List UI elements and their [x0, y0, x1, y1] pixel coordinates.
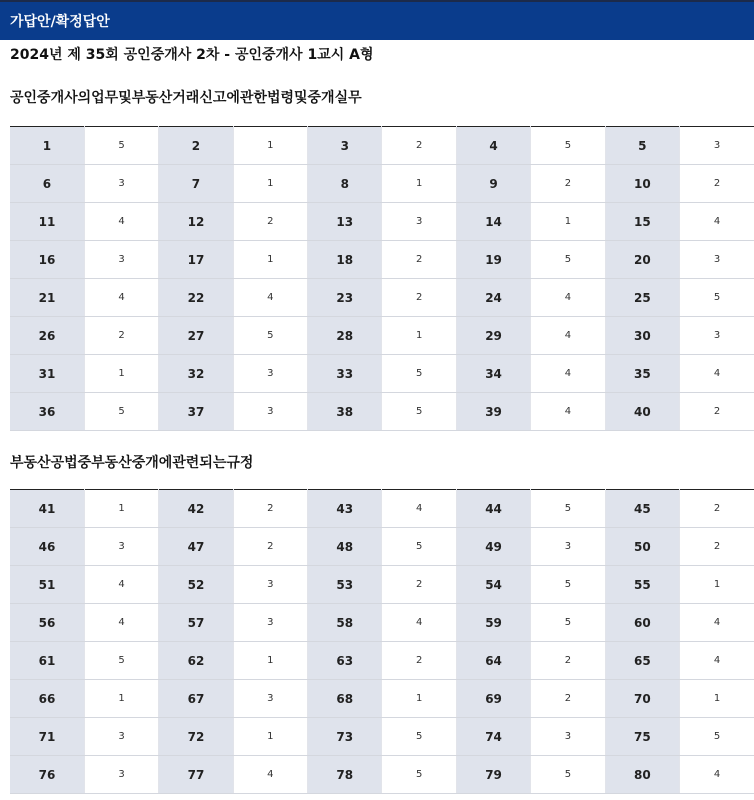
question-number: 12 [159, 203, 233, 241]
question-number: 60 [605, 604, 679, 642]
answer-value: 4 [680, 203, 754, 241]
question-number: 50 [605, 528, 679, 566]
answer-value: 2 [382, 642, 456, 680]
table-row [10, 490, 754, 528]
table-row [10, 279, 754, 317]
answer-value: 2 [531, 642, 605, 680]
question-number: 26 [10, 317, 84, 355]
answer-value: 2 [382, 279, 456, 317]
question-number: 21 [10, 279, 84, 317]
page-header [0, 0, 754, 40]
answer-table [10, 489, 754, 794]
table-row [10, 680, 754, 718]
answer-value: 5 [84, 127, 158, 165]
answer-value: 3 [233, 355, 307, 393]
answer-value: 3 [680, 317, 754, 355]
answer-value: 4 [382, 604, 456, 642]
question-number: 62 [159, 642, 233, 680]
question-number: 59 [456, 604, 530, 642]
question-number: 63 [308, 642, 382, 680]
question-number: 25 [605, 279, 679, 317]
question-number: 44 [456, 490, 530, 528]
exam-title: 2024년 제 35회 공인중개사 2차 - 공인중개사 1교시 A형 [10, 47, 374, 63]
question-number: 74 [456, 718, 530, 756]
question-number: 41 [10, 490, 84, 528]
table-row [10, 528, 754, 566]
table-row [10, 756, 754, 794]
answer-value: 1 [382, 165, 456, 203]
question-number: 52 [159, 566, 233, 604]
answer-value: 1 [84, 355, 158, 393]
answer-value: 2 [680, 528, 754, 566]
question-number: 73 [308, 718, 382, 756]
question-number: 24 [456, 279, 530, 317]
answer-value: 4 [680, 604, 754, 642]
answer-value: 4 [233, 279, 307, 317]
question-number: 61 [10, 642, 84, 680]
question-number: 70 [605, 680, 679, 718]
question-number: 64 [456, 642, 530, 680]
answer-value: 5 [382, 355, 456, 393]
answer-value: 2 [680, 393, 754, 431]
question-number: 69 [456, 680, 530, 718]
question-number: 18 [308, 241, 382, 279]
answer-value: 3 [84, 165, 158, 203]
question-number: 78 [308, 756, 382, 794]
answer-value: 3 [84, 241, 158, 279]
answer-value: 4 [84, 604, 158, 642]
question-number: 11 [10, 203, 84, 241]
question-number: 30 [605, 317, 679, 355]
answer-value: 1 [233, 718, 307, 756]
question-number: 16 [10, 241, 84, 279]
answer-value: 5 [382, 756, 456, 794]
answer-value: 2 [382, 241, 456, 279]
answer-value: 5 [531, 241, 605, 279]
question-number: 43 [308, 490, 382, 528]
question-number: 76 [10, 756, 84, 794]
question-number: 10 [605, 165, 679, 203]
question-number: 54 [456, 566, 530, 604]
table-row [10, 241, 754, 279]
question-number: 9 [456, 165, 530, 203]
answer-value: 4 [531, 393, 605, 431]
answer-value: 4 [84, 566, 158, 604]
answer-value: 2 [84, 317, 158, 355]
question-number: 7 [159, 165, 233, 203]
answer-value: 5 [233, 317, 307, 355]
question-number: 45 [605, 490, 679, 528]
question-number: 55 [605, 566, 679, 604]
question-number: 31 [10, 355, 84, 393]
question-number: 3 [308, 127, 382, 165]
question-number: 65 [605, 642, 679, 680]
answer-value: 5 [531, 756, 605, 794]
answer-value: 4 [233, 756, 307, 794]
table-row [10, 203, 754, 241]
table-row [10, 165, 754, 203]
question-number: 6 [10, 165, 84, 203]
answer-table [10, 126, 754, 431]
answer-value: 3 [531, 528, 605, 566]
answer-value: 3 [233, 680, 307, 718]
question-number: 48 [308, 528, 382, 566]
question-number: 13 [308, 203, 382, 241]
question-number: 67 [159, 680, 233, 718]
question-number: 35 [605, 355, 679, 393]
answer-value: 1 [233, 241, 307, 279]
question-number: 68 [308, 680, 382, 718]
answer-value: 4 [531, 355, 605, 393]
question-number: 72 [159, 718, 233, 756]
answer-value: 4 [531, 317, 605, 355]
answer-value: 2 [382, 566, 456, 604]
question-number: 79 [456, 756, 530, 794]
question-number: 36 [10, 393, 84, 431]
question-number: 71 [10, 718, 84, 756]
question-number: 32 [159, 355, 233, 393]
question-number: 53 [308, 566, 382, 604]
section-title: 부동산공법중부동산중개에관련되는규정 [10, 455, 254, 471]
question-number: 2 [159, 127, 233, 165]
question-number: 66 [10, 680, 84, 718]
answer-value: 5 [531, 566, 605, 604]
table-row [10, 566, 754, 604]
answer-value: 3 [233, 604, 307, 642]
answer-value: 2 [531, 165, 605, 203]
table-row [10, 642, 754, 680]
answer-value: 1 [233, 642, 307, 680]
section-title: 공인중개사의업무및부동산거래신고에관한법령및중개실무 [10, 90, 362, 106]
answer-value: 5 [531, 490, 605, 528]
table-row [10, 127, 754, 165]
answer-value: 2 [531, 680, 605, 718]
question-number: 34 [456, 355, 530, 393]
answer-value: 4 [680, 756, 754, 794]
question-number: 29 [456, 317, 530, 355]
answer-value: 5 [531, 604, 605, 642]
answer-value: 2 [233, 490, 307, 528]
question-number: 23 [308, 279, 382, 317]
answer-value: 1 [531, 203, 605, 241]
answer-value: 4 [531, 279, 605, 317]
question-number: 80 [605, 756, 679, 794]
question-number: 40 [605, 393, 679, 431]
table-row [10, 355, 754, 393]
answer-value: 4 [84, 203, 158, 241]
question-number: 77 [159, 756, 233, 794]
answer-value: 5 [382, 393, 456, 431]
question-number: 27 [159, 317, 233, 355]
question-number: 75 [605, 718, 679, 756]
question-number: 42 [159, 490, 233, 528]
answer-value: 3 [233, 566, 307, 604]
table-row [10, 718, 754, 756]
table-row [10, 604, 754, 642]
answer-value: 2 [382, 127, 456, 165]
answer-value: 2 [233, 528, 307, 566]
question-number: 17 [159, 241, 233, 279]
question-number: 51 [10, 566, 84, 604]
question-number: 1 [10, 127, 84, 165]
answer-value: 3 [680, 127, 754, 165]
answer-value: 2 [680, 490, 754, 528]
question-number: 22 [159, 279, 233, 317]
answer-value: 5 [84, 642, 158, 680]
question-number: 15 [605, 203, 679, 241]
question-number: 46 [10, 528, 84, 566]
answer-value: 4 [84, 279, 158, 317]
question-number: 38 [308, 393, 382, 431]
question-number: 8 [308, 165, 382, 203]
answer-value: 1 [233, 165, 307, 203]
question-number: 39 [456, 393, 530, 431]
question-number: 14 [456, 203, 530, 241]
table-row [10, 393, 754, 431]
answer-value: 3 [233, 393, 307, 431]
question-number: 47 [159, 528, 233, 566]
question-number: 20 [605, 241, 679, 279]
answer-value: 5 [382, 718, 456, 756]
answer-value: 2 [233, 203, 307, 241]
question-number: 58 [308, 604, 382, 642]
answer-value: 3 [680, 241, 754, 279]
answer-value: 1 [233, 127, 307, 165]
answer-value: 1 [680, 680, 754, 718]
answer-value: 1 [382, 680, 456, 718]
question-number: 33 [308, 355, 382, 393]
answer-value: 3 [382, 203, 456, 241]
answer-value: 5 [531, 127, 605, 165]
answer-value: 4 [680, 355, 754, 393]
answer-value: 4 [680, 642, 754, 680]
question-number: 19 [456, 241, 530, 279]
question-number: 37 [159, 393, 233, 431]
answer-value: 1 [84, 490, 158, 528]
answer-value: 3 [84, 528, 158, 566]
question-number: 49 [456, 528, 530, 566]
answer-value: 1 [680, 566, 754, 604]
question-number: 28 [308, 317, 382, 355]
answer-value: 5 [680, 718, 754, 756]
answer-value: 2 [680, 165, 754, 203]
table-row [10, 317, 754, 355]
answer-value: 3 [84, 718, 158, 756]
answer-value: 5 [84, 393, 158, 431]
answer-value: 4 [382, 490, 456, 528]
header-title: 가답안/확정답안 [10, 14, 110, 30]
question-number: 57 [159, 604, 233, 642]
answer-value: 5 [382, 528, 456, 566]
answer-value: 1 [382, 317, 456, 355]
question-number: 5 [605, 127, 679, 165]
answer-value: 5 [680, 279, 754, 317]
answer-value: 1 [84, 680, 158, 718]
question-number: 56 [10, 604, 84, 642]
answer-value: 3 [531, 718, 605, 756]
answer-value: 3 [84, 756, 158, 794]
question-number: 4 [456, 127, 530, 165]
